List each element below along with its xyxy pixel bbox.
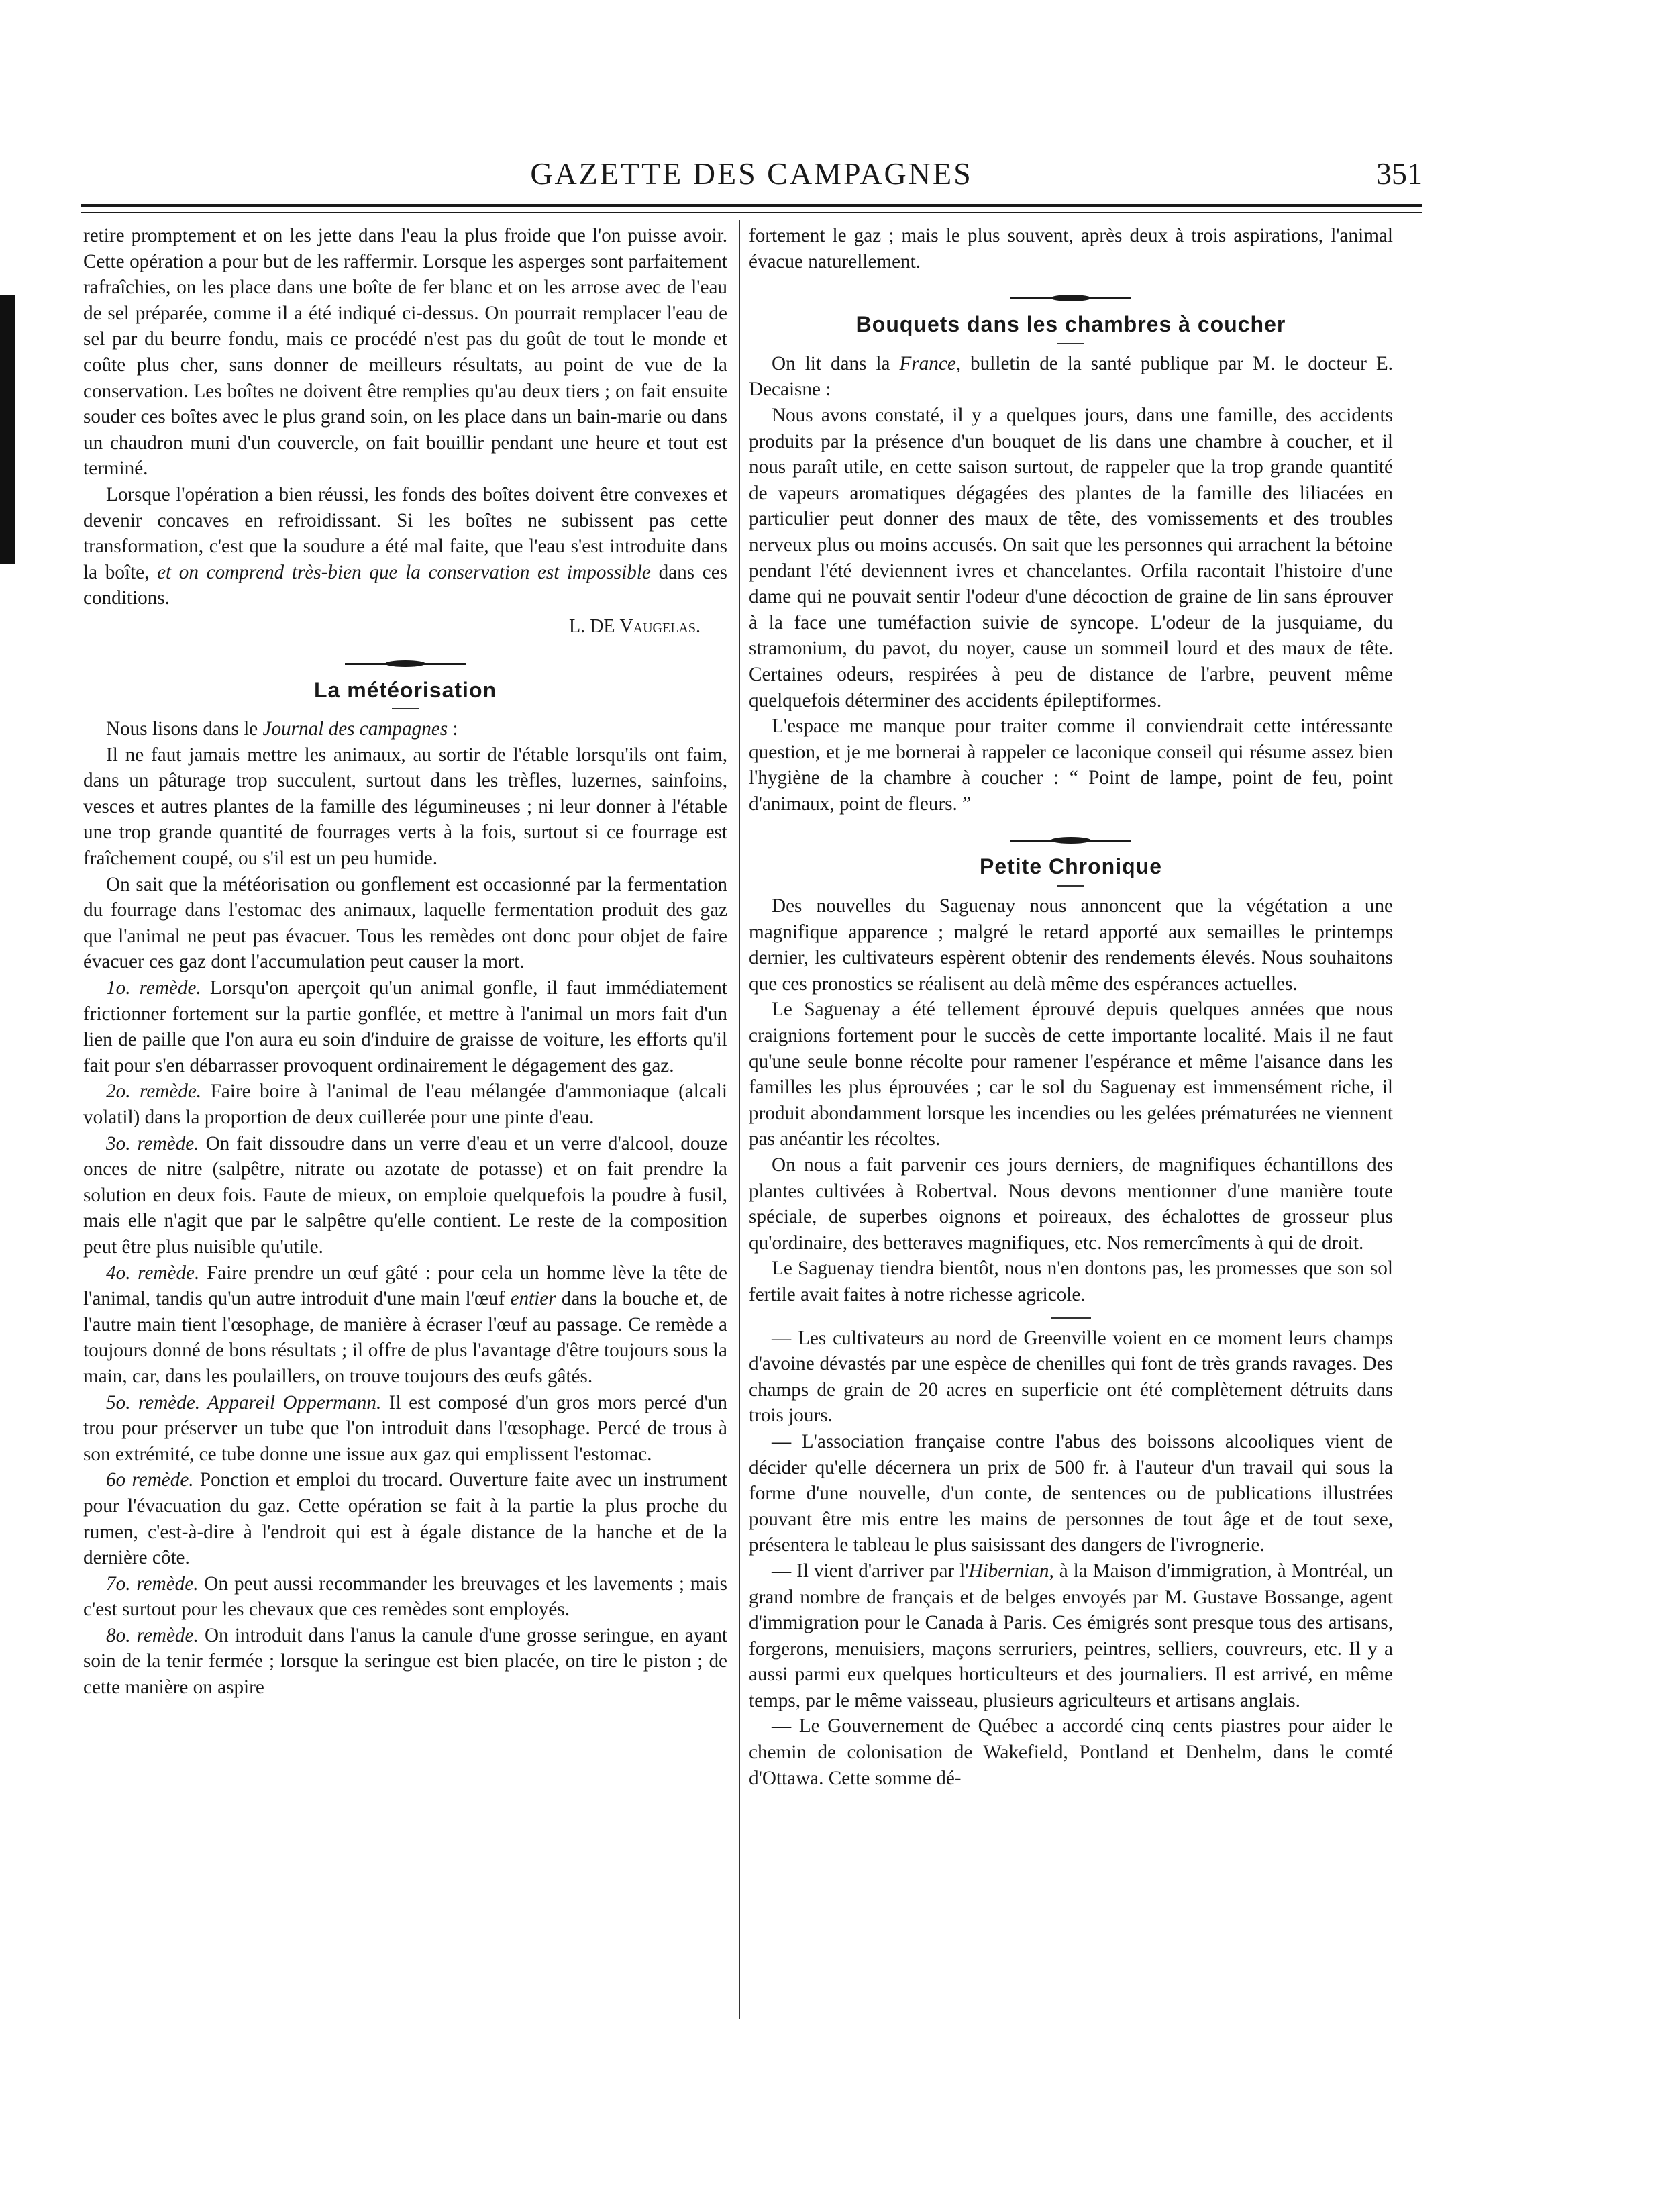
section-separator: [345, 663, 466, 665]
chronique-association: — L'association française contre l'abus des boissons alcooliques vient de décider qu'elle décernera un prix de 500 fr. à l'auteur d'un travail qui sous la forme d'une nouvelle, d'un conte, de sentences ou de publications illustrées pouvant être mis entre les mains de personnes de tout âge et de tout sexe, présentera le tableau le plus saisissant des dangers de l'ivrognerie.: [749, 1430, 1393, 1556]
page-number: 351: [1376, 156, 1422, 191]
bouquets-paragraph-2: L'espace me manque pour traiter comme il conviendrait cette intéressante question, et je me bornerai à rappeler ce laconique conseil qui résume assez bien l'hygiène de la chambre à coucher : “ Point de lampe, point de feu, point d'animaux, point de fleurs. ”: [749, 715, 1393, 815]
item-separator: [1051, 1317, 1091, 1319]
chronique-saguenay-3: Le Saguenay tiendra bientôt, nous n'en dontons pas, les promesses que son sol fertile avait faites à notre richesse agricole.: [749, 1258, 1393, 1305]
heading-bouquets: Bouquets dans les chambres à coucher: [855, 312, 1286, 337]
page-title: GAZETTE DES CAMPAGNES: [530, 156, 973, 191]
chronique-saguenay-1: Des nouvelles du Saguenay nous annoncent que la végétation a une magnifique apparence ; malgré le retard apporté aux semailles le printemps dernier, les cultivateurs espèrent obtenir des rendements élevés. Nous souhaitons que ces pronostics se réalisent au delà même des espérances actuelles.: [749, 895, 1393, 995]
remedy-3: 3o. remède. On fait dissoudre dans un verre d'eau et un verre d'alcool, douze onces de nitre (salpêtre, nitrate ou azotate de potasse) et on fait prendre la solution en deux fois. Faute de mieux, on emploie quelquefois la poudre à fusil, mais elle n'agit que par le salpêtre qu'elle contient. Le reste de la composition peut être plus nuisible qu'utile.: [83, 1132, 728, 1258]
chronique-gouvernement: — Le Gouvernement de Québec a accordé cinq cents piastres pour aider le chemin de colonisation de Wakefield, Pontland et Denhelm, dans le comté d'Ottawa. Cette somme dé-: [749, 1715, 1393, 1789]
remedy-2: 2o. remède. Faire boire à l'animal de l'eau mélangée d'ammoniaque (alcali volatil) dans la proportion de deux cuillerée pour une pinte d'eau.: [83, 1080, 728, 1128]
column-divider: [739, 220, 740, 2019]
asparagus-paragraph: Lorsque l'opération a bien réussi, les fonds des boîtes doivent être convexes et devenir concaves en refroidissant. Si les boîtes ne subissent pas cette transformation, c'est que la soudure a été mal faite, que l'eau s'est introduite dans la boîte, et on comprend très-bien que la conservation est impossible dans ces conditions.: [83, 483, 728, 609]
asparagus-continuation: retire promptement et on les jette dans l'eau la plus froide que l'on puisse avoir. Cette opération a pour but de les raffermir. Lorsque les asperges sont parfaitement rafraîchies, on les place dans une boîte de fer blanc et on les arrose avec de l'eau de sel préparée, comme il a été indiqué ci-dessus. On pourrait remplacer l'eau de sel par du beurre fondu, mais ce procédé n'est pas du goût de tout le monde et coûte plus cher, sans donner de meilleurs résultats, au point de vue de la conservation. Les boîtes ne doivent être remplies qu'au deux tiers ; on fait ensuite souder ces boîtes avec le plus grand soin, on les place dans un bain-marie ou dans un chaudron muni d'un couvercle, on fait bouillir pendant une heure et tout est terminé.: [83, 225, 727, 480]
meteor-continuation: fortement le gaz ; mais le plus souvent, après deux à trois aspirations, l'animal évacue naturellement.: [749, 225, 1393, 272]
chronique-saguenay-2: Le Saguenay a été tellement éprouvé depuis quelques années que nous craignions fortement pour le succès de cette importante localité. Mais il ne faut qu'une seule bonne récolte pour ramener l'espérance et même l'aisance dans les familles les plus éprouvées ; car le sol du Saguenay est immensément riche, il produit abondamment lorsque les incendies ou les gelées prématurées ne viennent pas anéantir les récoltes.: [749, 999, 1393, 1150]
remedy-6: 6o remède. Ponction et emploi du trocard. Ouverture faite avec un instrument pour l'évacuation du gaz. Cette opération se fait à la partie la plus proche du rumen, c'est-à-dire à l'endroit qui est à égale distance de la hanche et de la dernière côte.: [83, 1469, 728, 1569]
chronique-robertval: On nous a fait parvenir ces jours derniers, de magnifiques échantillons des plantes cultivées à Robertval. Nous devons mentionner d'une manière toute spéciale, de superbes oignons et poireaux, des échalottes de grosseur plus qu'ordinaire, des betteraves magnifiques, etc. Nos remercîments à qui de droit.: [749, 1154, 1393, 1254]
remedy-7: 7o. remède. On peut aussi recommander les breuvages et les lavements ; mais c'est surtout pour les chevaux que ces remèdes sont employés.: [83, 1572, 727, 1621]
heading-chronique: Petite Chronique: [979, 854, 1162, 879]
right-column: [749, 223, 1393, 1791]
remedy-5: 5o. remède. Appareil Oppermann. Il est composé d'un gros mors percé d'un trou pour préserver un tube que l'on introduit dans l'œsophage. Percé de trous à son extrémité, ce tube donne une issue aux gaz qui emplissent l'estomac.: [83, 1391, 728, 1465]
heading-dash: [1057, 343, 1084, 344]
meteor-paragraph-1: Il ne faut jamais mettre les animaux, au sortir de l'étable lorsqu'ils ont faim, dans un pâturage trop succulent, surtout dans les trèfles, luzernes, sainfoins, vesces et autres plantes de la famille des légumineuses ; ni leur donner à l'étable une trop grande quantité de fourrages verts à la fois, surtout si ce fourrage est fraîchement coupé, ou s'il est un peu humide.: [83, 744, 727, 870]
page-header: [81, 156, 1422, 196]
bouquets-intro: On lit dans la France, bulletin de la santé publique par M. le docteur E. Decaisne :: [749, 352, 1393, 401]
meteor-intro: Nous lisons dans le Journal des campagnes :: [106, 718, 458, 740]
bouquets-paragraph-1: Nous avons constaté, il y a quelques jours, dans une famille, des accidents produits par la présence d'un bouquet de lis dans une chambre à coucher, et il nous paraît utile, en cette saison surtout, de rappeler que la trop grande quantité de vapeurs aromatiques dégagées des plantes de la famille des liliacées en particulier peut donner des maux de tête, des vomissements et des troubles nerveux plus ou moins accusés. On sait que les personnes qui arrachent la bétoine pendant l'été deviennent ivres et chancelantes. Orfila racontait l'histoire d'une dame qui ne pouvait sentir l'odeur d'une décoction de graine de lin sans éprouver à la face une tuméfaction suivie de syncope. L'odeur de la jusquiame, du stramonium, du pavot, du noyer, cause un sommeil lourd et des maux de tête. Certaines odeurs, respirées à peu de distance de l'arbre, peuvent même quelquefois déterminer des accidents épileptiformes.: [749, 404, 1393, 711]
chronique-immigration: — Il vient d'arriver par l'Hibernian, à la Maison d'immigration, à Montréal, un grand nombre de français et de belges envoyés par M. Gustave Bossange, agent d'immigration pour le Canada à Paris. Ces émigrés sont presque tous des artisans, forgerons, menuisiers, maçons serruriers, peintres, selliers, couvreurs, etc. Il y a aussi parmi eux quelques horticulteurs et des journaliers. Il est arrivé, en même temps, par le même vaisseau, plusieurs agriculteurs et artisans anglais.: [749, 1560, 1393, 1711]
heading-dash: [392, 708, 419, 709]
header-rule-thick: [81, 204, 1422, 207]
remedy-1: 1o. remède. Lorsqu'on aperçoit qu'un animal gonfle, il faut immédiatement frictionner fortement sur la partie gonflée, et mettre à l'animal un mors fait d'un lien de paille que l'on aura eu soin d'induire de graisse de voiture, les efforts qu'il fait pour s'en débarrasser provoquent ordinairement le dégagement des gaz.: [83, 977, 728, 1076]
remedy-8: 8o. remède. On introduit dans l'anus la canule d'une grosse seringue, en ayant soin de la tenir fermée ; lorsque la seringue est bien placée, on tire le piston ; de cette manière on aspire: [83, 1624, 728, 1699]
meteor-paragraph-2: On sait que la météorisation ou gonflement est occasionné par la fermentation du fourrage dans l'estomac des animaux, laquelle fermentation produit des gaz que l'animal ne peut pas évacuer. Tous les remèdes ont donc pour objet de faire évacuer ces gaz dont l'accumulation peut causer la mort.: [83, 873, 727, 973]
header-rule-thin: [81, 212, 1422, 213]
article-signature: L. DE Vaugelas.: [569, 615, 701, 637]
chronique-greenville: — Les cultivateurs au nord de Greenville voient en ce moment leurs champs d'avoine dévastés par une espèce de chenilles qui font de très grands ravages. Des champs de grain de 20 acres en superficie ont été complètement détruits dans trois jours.: [749, 1327, 1393, 1427]
scan-margin-mark: [0, 295, 15, 564]
section-separator: [1010, 840, 1131, 842]
remedy-4: 4o. remède. Faire prendre un œuf gâté : pour cela un homme lève la tête de l'animal, tandis qu'un autre introduit d'une main l'œuf entier dans la bouche et, de l'autre main tient l'œsophage, de manière à écraser l'œuf au passage. Ce remède a toujours donné de bons résultats ; il offre de plus l'avantage d'être toujours sous la main, car, dans les poulaillers, on trouve toujours des œufs gâtés.: [83, 1262, 728, 1387]
heading-dash: [1057, 885, 1084, 887]
heading-meteorisation: La météorisation: [313, 677, 497, 702]
section-separator: [1010, 297, 1131, 299]
left-column: [83, 223, 727, 1701]
